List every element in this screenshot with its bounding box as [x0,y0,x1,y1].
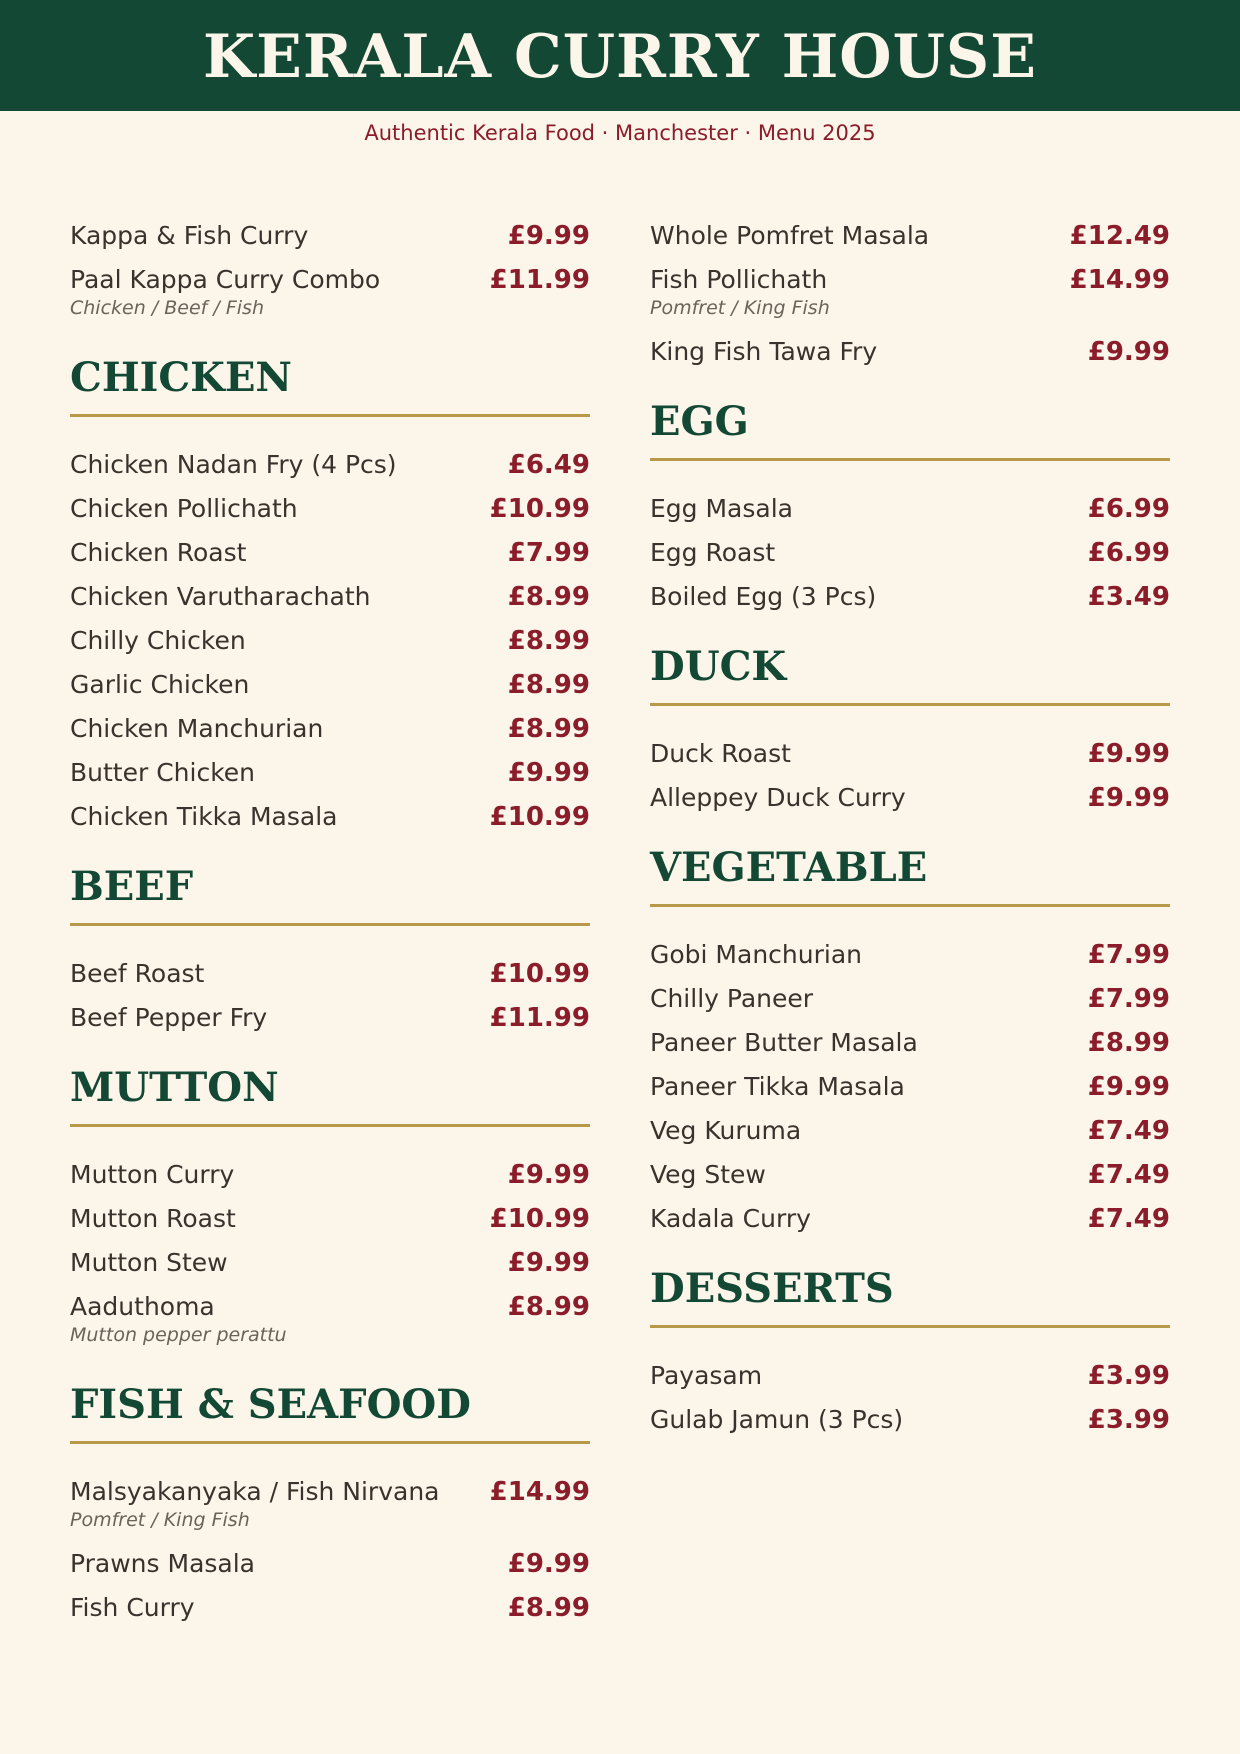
menu-item-name: Duck Roast [650,739,791,768]
restaurant-name: KERALA CURRY HOUSE [203,21,1037,92]
menu-item-name: Mutton Roast [70,1204,236,1233]
section-title: EGG [650,398,749,445]
menu-item-name: Garlic Chicken [70,670,250,699]
section-title: MUTTON [70,1064,279,1111]
section-divider [650,1325,1170,1328]
menu-item-price: £8.99 [507,582,590,612]
menu-item [650,330,1170,374]
menu-item-name: Veg Stew [650,1160,766,1189]
menu-item [650,531,1170,575]
menu-item-price: £7.99 [1087,984,1170,1014]
menu-item [650,977,1170,1021]
menu-item-price: £7.49 [1087,1204,1170,1234]
menu-item-price: £10.99 [489,1204,590,1234]
menu-item [70,1241,590,1285]
menu-item-name: Egg Roast [650,538,776,567]
menu-item-price: £6.49 [507,450,590,480]
menu-item [70,707,590,751]
section-divider [70,414,590,417]
menu-item [70,258,590,295]
menu-item [70,1542,590,1586]
menu-item [70,531,590,575]
menu-item [650,1153,1170,1197]
menu-item [650,933,1170,977]
menu-item [650,487,1170,531]
menu-item-name: Chilly Chicken [70,626,246,655]
menu-item-name: Fish Pollichath [650,265,828,294]
section-divider [650,458,1170,461]
menu-item [650,1354,1170,1398]
menu-section [70,863,590,1040]
menu-item-name: Prawns Masala [70,1549,255,1578]
menu-item-price: £3.99 [1087,1361,1170,1391]
menu-item [650,1197,1170,1241]
menu-item-name: Alleppey Duck Curry [650,783,906,812]
menu-item-price: £9.99 [1087,337,1170,367]
menu-item-name: Mutton Stew [70,1248,228,1277]
menu-item-price: £9.99 [1087,739,1170,769]
menu-item-price: £10.99 [489,494,590,524]
menu-item-price: £14.99 [489,1477,590,1507]
menu-item-name: Fish Curry [70,1593,195,1622]
menu-item-name: Chicken Pollichath [70,494,298,523]
menu-section [650,643,1170,820]
menu-item-note: Pomfret / King Fish [70,1509,250,1531]
menu-item-price: £9.99 [1087,783,1170,813]
menu-item-name: Chicken Tikka Masala [70,802,338,831]
menu-item-price: £7.49 [1087,1116,1170,1146]
menu-item-price: £7.99 [1087,940,1170,970]
menu-section [70,1064,590,1357]
menu-section [650,1265,1170,1442]
menu-item [70,1586,590,1630]
section-title: DUCK [650,643,787,690]
menu-section [650,398,1170,619]
menu-item [650,776,1170,820]
section-title: VEGETABLE [650,844,928,891]
menu-item-price: £9.99 [507,221,590,251]
menu-item [70,1285,590,1322]
menu-item-price: £14.99 [1069,265,1170,295]
menu-item [650,1021,1170,1065]
menu-item-price: £10.99 [489,802,590,832]
section-divider [70,1441,590,1444]
menu-item [650,1398,1170,1442]
menu-item-name: Boiled Egg (3 Pcs) [650,582,877,611]
section-title: DESSERTS [650,1265,894,1312]
menu-item-price: £6.99 [1087,538,1170,568]
menu-section [650,844,1170,1241]
section-divider [70,1124,590,1127]
section-divider [650,904,1170,907]
menu-item [650,214,1170,258]
menu-item [70,487,590,531]
menu-item-name: Malsyakanyaka / Fish Nirvana [70,1477,440,1506]
menu-item [70,575,590,619]
menu-item [70,443,590,487]
menu-item-price: £8.99 [507,670,590,700]
menu-item-note: Chicken / Beef / Fish [70,297,264,319]
menu-item-price: £9.99 [507,758,590,788]
section-title: BEEF [70,863,194,910]
menu-item-name: Paneer Tikka Masala [650,1072,905,1101]
menu-item [70,996,590,1040]
menu-item-name: Chicken Manchurian [70,714,324,743]
menu-item-price: £8.99 [507,714,590,744]
menu-subtitle: Authentic Kerala Food · Manchester · Menu 2025 [364,121,876,145]
menu-item [70,663,590,707]
menu-item [70,1470,590,1507]
menu-item-price: £8.99 [1087,1028,1170,1058]
menu-item-price: £10.99 [489,959,590,989]
menu-item [650,1109,1170,1153]
menu-item-name: Beef Pepper Fry [70,1003,268,1032]
menu-item-note: Mutton pepper perattu [70,1324,287,1346]
menu-item [70,619,590,663]
menu-item-price: £7.99 [507,538,590,568]
menu-item-name: Chilly Paneer [650,984,814,1013]
menu-item [650,575,1170,619]
menu-item-price: £8.99 [507,1593,590,1623]
menu-item-name: Paal Kappa Curry Combo [70,265,381,294]
menu-item-price: £12.49 [1069,221,1170,251]
section-title: FISH & SEAFOOD [70,1381,471,1428]
menu-item-price: £3.99 [1087,1405,1170,1435]
menu-item-name: Chicken Roast [70,538,247,567]
menu-item [650,258,1170,295]
menu-item-price: £11.99 [489,1003,590,1033]
menu-item [650,732,1170,776]
menu-column-left [70,214,590,1630]
menu-item-price: £9.99 [507,1549,590,1579]
menu-item-name: Egg Masala [650,494,793,523]
menu-item-price: £6.99 [1087,494,1170,524]
menu-item-name: Veg Kuruma [650,1116,802,1145]
menu-item-name: Gulab Jamun (3 Pcs) [650,1405,904,1434]
menu-section [70,1381,590,1630]
header-banner [0,0,1240,111]
menu-item-price: £8.99 [507,626,590,656]
section-divider [650,703,1170,706]
menu-section [70,354,590,839]
menu-item-price: £8.99 [507,1292,590,1322]
menu-item [650,1065,1170,1109]
menu-item-name: Gobi Manchurian [650,940,862,969]
menu-item-name: Aaduthoma [70,1292,215,1321]
menu-item [70,952,590,996]
menu-item-name: King Fish Tawa Fry [650,337,878,366]
menu-item-name: Kadala Curry [650,1204,811,1233]
menu-item-name: Chicken Varutharachath [70,582,371,611]
section-divider [70,923,590,926]
menu-item-name: Mutton Curry [70,1160,235,1189]
section-title: CHICKEN [70,354,292,401]
menu-item-name: Beef Roast [70,959,205,988]
menu-column-right [650,214,1170,1442]
menu-item [70,214,590,258]
menu-item-price: £9.99 [1087,1072,1170,1102]
menu-item [70,1153,590,1197]
menu-item-name: Paneer Butter Masala [650,1028,918,1057]
menu-item [70,795,590,839]
menu-item [70,751,590,795]
menu-item-price: £11.99 [489,265,590,295]
menu-item-price: £3.49 [1087,582,1170,612]
menu-item-note: Pomfret / King Fish [650,297,830,319]
menu-item-name: Chicken Nadan Fry (4 Pcs) [70,450,397,479]
menu-item-name: Butter Chicken [70,758,256,787]
menu-item-name: Payasam [650,1361,763,1390]
menu-item-name: Kappa & Fish Curry [70,221,309,250]
menu-item [70,1197,590,1241]
menu-item-price: £7.49 [1087,1160,1170,1190]
menu-item-name: Whole Pomfret Masala [650,221,930,250]
menu-item-price: £9.99 [507,1248,590,1278]
menu-item-price: £9.99 [507,1160,590,1190]
